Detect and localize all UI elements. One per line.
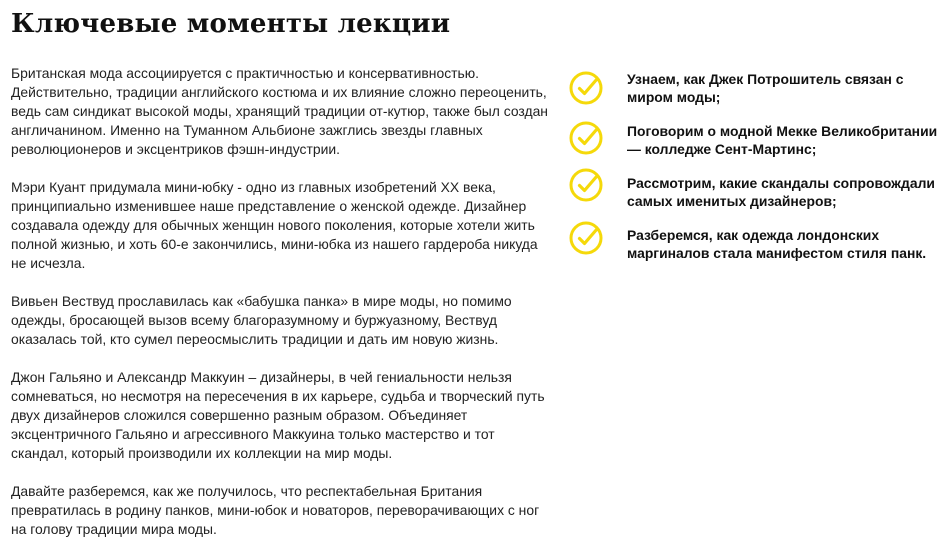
description-paragraph: Британская мода ассоциируется с практичностью и консервативностью. Действительно, традиции английского костюма и их влияние сложно переоценить, ведь сам синдикат высокой моды, хранящий традиции от-кутюр, также был создан англичанином. Именно на Туманном Альбионе зажглись звезды главных революционеров и эксцентриков фэшн-индустрии. [11,65,548,157]
key-point-text: Разберемся, как одежда лондонских маргиналов стала манифестом стиля панк. [627,227,927,261]
description-paragraph: Мэри Куант придумала мини-юбку - одно из главных изобретений XX века, принципиально изменившее наше представление о женской одежде. Дизайнер создавала одежду для обычных женщин нового поколения, которые хотели жить полной жизнью, и хоть 60-е закончились, мини-юбка из нашего гардероба никуда не исчезла. [11,179,538,271]
key-point-item [568,174,940,210]
lecture-description [11,64,551,558]
key-point-text: Поговорим о модной Мекке Великобритании — колледже Сент-Мартинс; [627,123,938,157]
key-point-text: Рассмотрим, какие скандалы сопровождали самых именитых дизайнеров; [627,175,935,209]
page-title: Ключевые моменты лекции [11,9,451,39]
key-point-item [568,122,940,158]
key-point-item [568,226,940,262]
check-circle-icon [568,167,604,203]
description-paragraph: Давайте разберемся, как же получилось, что респектабельная Британия превратилась в родину панков, мини-юбок и новаторов, переворачивающих с ног на голову традиции мира моды. [11,483,540,537]
key-points-list [568,70,940,262]
key-point-text: Узнаем, как Джек Потрошитель связан с миром моды; [627,71,904,105]
check-circle-icon [568,220,604,256]
check-circle-icon [568,70,604,106]
key-point-item [568,70,940,106]
description-paragraph: Вивьен Вествуд прославилась как «бабушка панка» в мире моды, но помимо одежды, бросающей вызов всему благоразумному и буржуазному, Вествуд оказалась той, кто сумел переосмыслить традиции и дать им новую жизнь. [11,293,512,347]
check-circle-icon [568,120,604,156]
description-paragraph: Джон Гальяно и Александр Маккуин – дизайнеры, в чей гениальности нельзя сомневаться, но несмотря на пересечения в их карьере, судьба и творческий путь двух дизайнеров сложился совершенно разным образом. Объединяет эксцентричного Гальяно и агрессивного Маккуина только мастерство и тот скандал, который производили их коллекции на мир моды. [11,369,545,461]
